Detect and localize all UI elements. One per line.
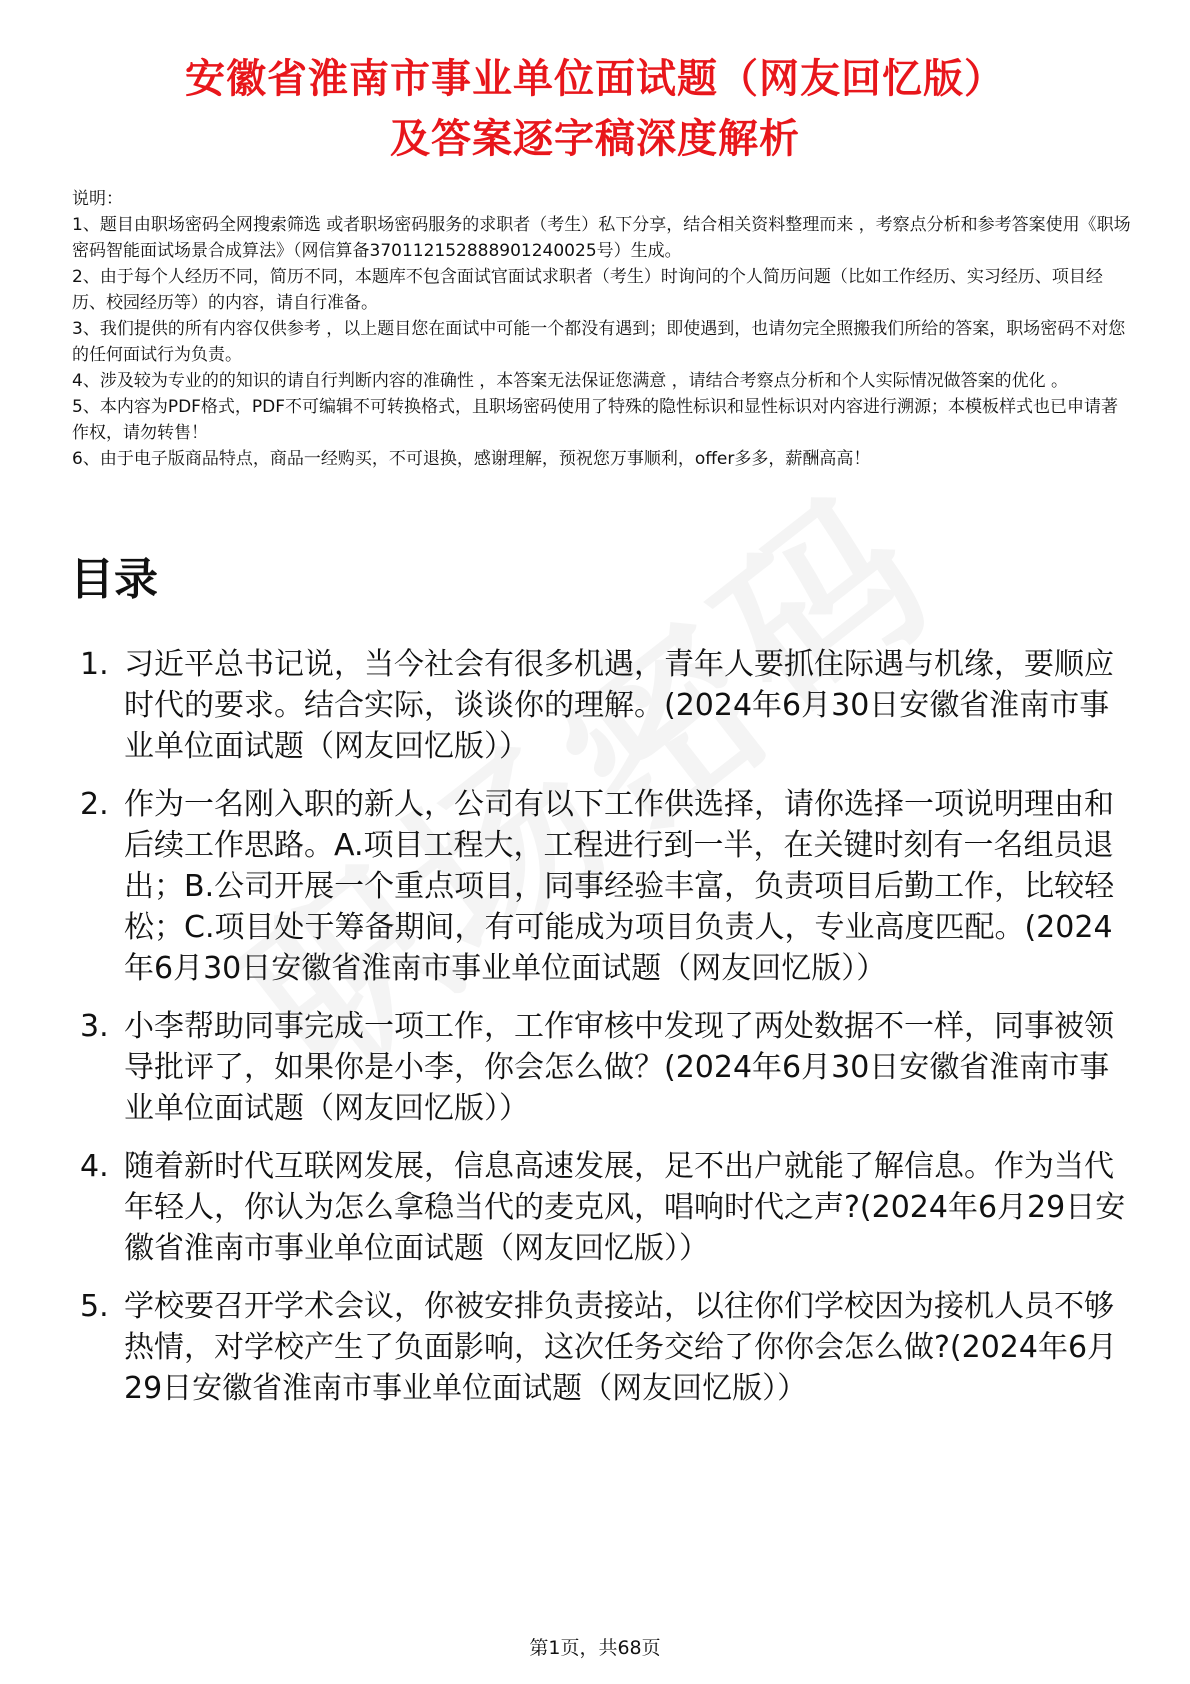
toc-item-text: 学校要召开学术会议，你被安排负责接站，以往你们学校因为接机人员不够热情，对学校产生了负面影响，这次任务交给了你你会怎么做?(2024年6月29日安徽省淮南市事业单位面试题（网友回忆版）） [124,1289,1118,1406]
toc-item-text: 小李帮助同事完成一项工作，工作审核中发现了两处数据不一样，同事被领导批评了，如果你是小李，你会怎么做？(2024年6月30日安徽省淮南市事业单位面试题（网友回忆版）） [124,1009,1114,1126]
note-item: 2、由于每个人经历不同，简历不同，本题库不包含面试官面试求职者（考生）时询问的个人简历问题（比如工作经历、实习经历、项目经历、校园经历等）的内容，请自行准备。 [72,267,1103,313]
note-item: 6、由于电子版商品特点，商品一经购买，不可退换，感谢理解，预祝您万事顺利，offer多多，薪酬高高！ [72,449,871,469]
toc-item[interactable] [72,1146,1132,1269]
document-title-line1: 安徽省淮南市事业单位面试题（网友回忆版） [185,56,1005,102]
note-item: 5、本内容为PDF格式，PDF不可编辑不可转换格式，且职场密码使用了特殊的隐性标识和显性标识对内容进行溯源；本模板样式也已申请著作权，请勿转售！ [72,397,1119,443]
toc-item-number: 1. [80,647,109,682]
note-item: 4、涉及较为专业的的知识的请自行判断内容的准确性 ，本答案无法保证您满意 ，请结合考察点分析和个人实际情况做答案的优化 。 [72,371,1069,391]
toc-item-number: 3. [80,1009,109,1044]
toc-item-number: 2. [80,787,109,822]
notes-heading: 说明： [72,189,123,209]
toc-item-number: 4. [80,1149,109,1184]
toc-item-number: 5. [80,1289,109,1324]
note-item: 3、我们提供的所有内容仅供参考 ，以上题目您在面试中可能一个都没有遇到；即使遇到，也请勿完全照搬我们所给的答案，职场密码不对您的任何面试行为负责。 [72,319,1126,365]
toc-item-text: 随着新时代互联网发展，信息高速发展，足不出户就能了解信息。作为当代年轻人，你认为怎么拿稳当代的麦克风，唱响时代之声?(2024年6月29日安徽省淮南市事业单位面试题（网友回忆版）） [124,1149,1126,1266]
toc-item[interactable] [72,1006,1132,1129]
toc-item[interactable] [72,1286,1132,1409]
notes-section [72,186,1132,472]
note-item: 1、题目由职场密码全网搜索筛选 或者职场密码服务的求职者（考生）私下分享，结合相关资料整理而来 ，考察点分析和参考答案使用《职场密码智能面试场景合成算法》（网信算备370112152888901240025号）生成。 [72,215,1131,261]
toc-item[interactable] [72,784,1132,989]
toc-item-text: 作为一名刚入职的新人，公司有以下工作供选择，请你选择一项说明理由和后续工作思路。A.项目工程大，工程进行到一半，在关键时刻有一名组员退出；B.公司开展一个重点项目，同事经验丰富，负责项目后勤工作，比较轻松；C.项目处于筹备期间，有可能成为项目负责人，专业高度匹配。(2024年6月30日安徽省淮南市事业单位面试题（网友回忆版）） [124,787,1115,986]
toc-list [72,644,1132,1426]
document-title-line2: 及答案逐字稿深度解析 [390,116,800,162]
toc-heading: 目录 [70,554,158,605]
toc-item[interactable] [72,644,1132,767]
toc-item-text: 习近平总书记说，当今社会有很多机遇，青年人要抓住际遇与机缘，要顺应时代的要求。结合实际，谈谈你的理解。(2024年6月30日安徽省淮南市事业单位面试题（网友回忆版）） [124,647,1114,764]
page-number: 第1页，共68页 [529,1637,661,1659]
